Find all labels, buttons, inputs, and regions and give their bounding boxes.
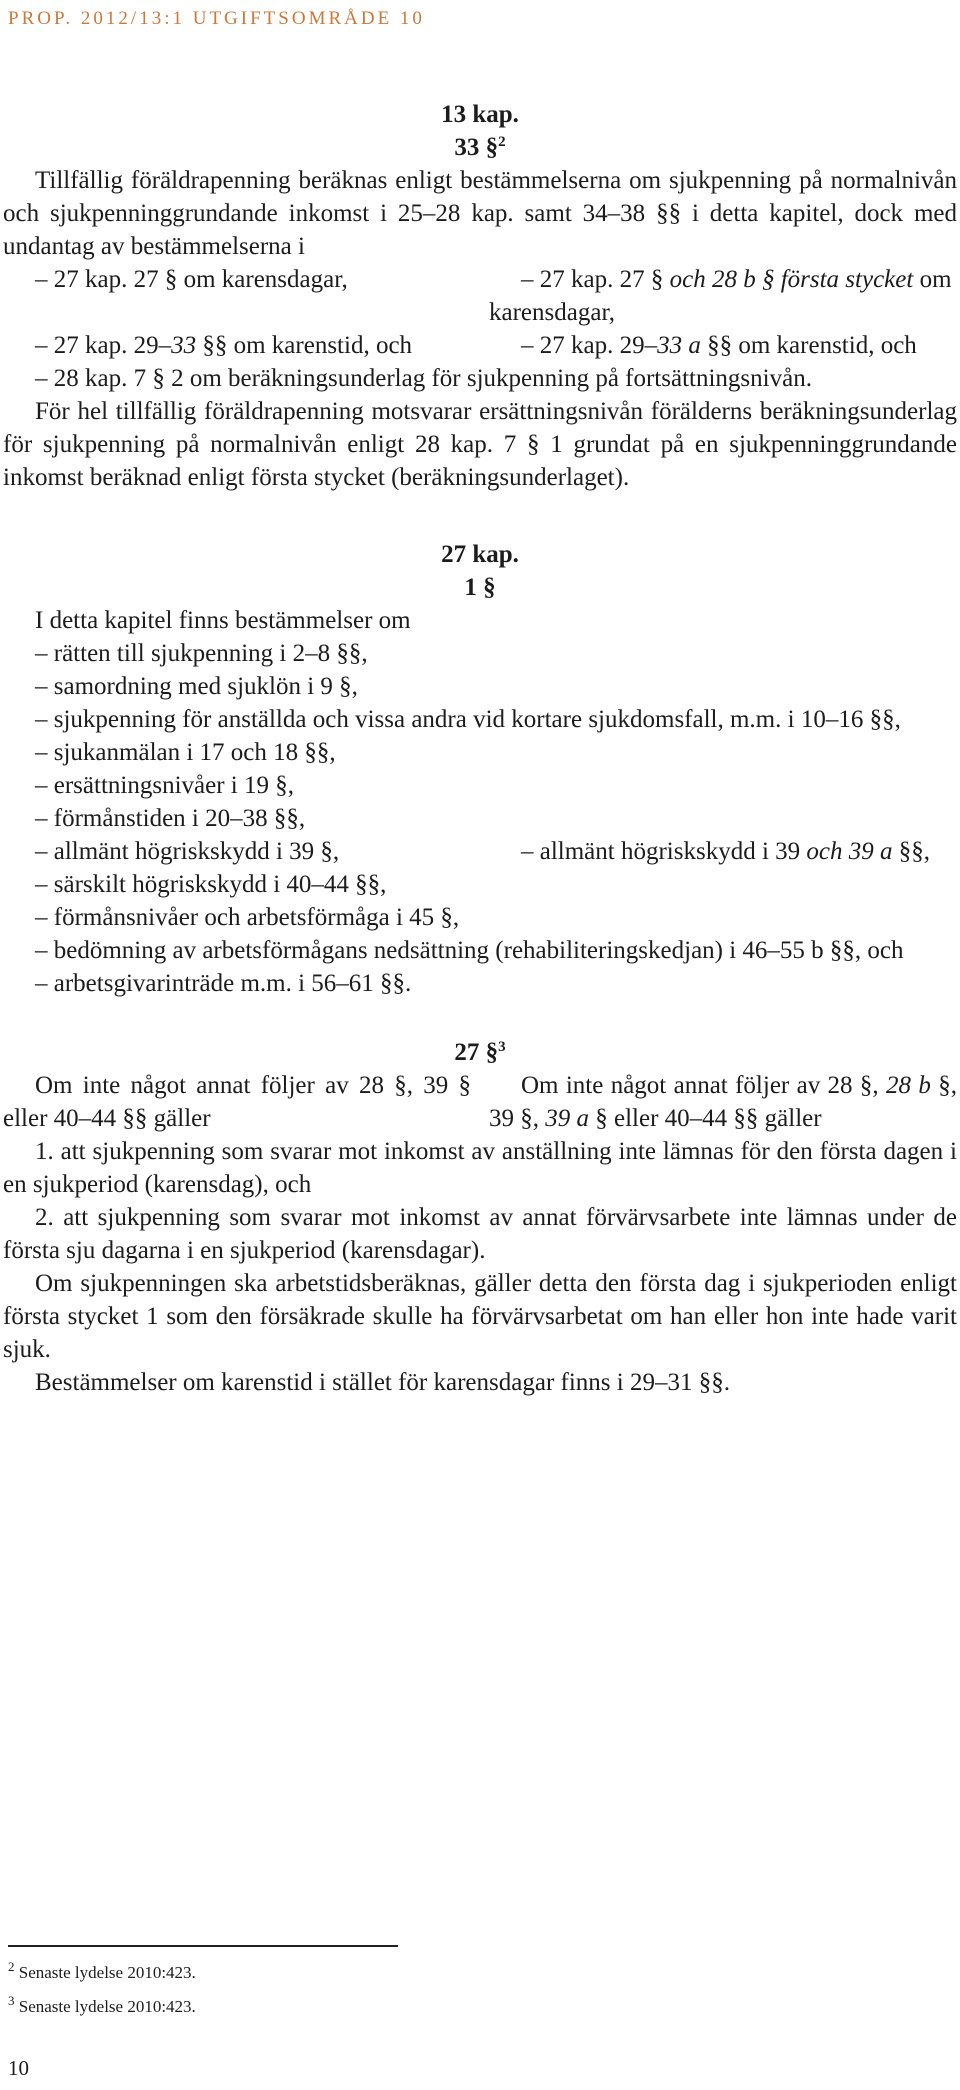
left-item-karenstid: – 27 kap. 29–33 §§ om karenstid, och: [35, 332, 413, 359]
list-item: – förmånsnivåer och arbetsförmåga i 45 §,: [35, 904, 460, 931]
left-text-27: Om inte något annat följer av 28 §, 39 § eller 40–44 §§ gäller: [3, 1072, 471, 1132]
kap27-list-2: [3, 868, 957, 1000]
kap13-intro: Tillfällig föräldrapenning beräknas enligt bestämmelserna om sjukpenning på normalnivån och sjukpenninggrundande inkomst i 25–28 kap. samt 34–38 §§ i detta kapitel, dock med undantag av bestämmelserna i: [3, 167, 957, 260]
right-item-karenstid: – 27 kap. 29–33 a §§ om karenstid, och: [521, 332, 917, 359]
section-33-heading: 33 §$^2$: [454, 134, 506, 161]
page-number: 10: [8, 2056, 29, 2080]
left-item-karensdagar: – 27 kap. 27 § om karensdagar,: [35, 266, 348, 293]
kap27-intro: I detta kapitel finns bestämmelser om: [35, 607, 411, 634]
footnote-2: $^2$ Senaste lydelse 2010:423.: [8, 1959, 196, 1982]
right-text-27: Om inte något annat följer av 28 §, 28 b §, 39 §, 39 a § eller 40–44 §§ gäller: [489, 1072, 957, 1132]
footnote-divider: [8, 1945, 398, 1947]
kap13-paragraph-2: För hel tillfällig föräldrapenning motsvarar ersättningsnivån förälderns beräkningsunderlag för sjukpenning på normalnivån enligt 28 kap. 7 § 1 grundat på en sjukpenninggrundande inkomst beräknad enligt första stycket (beräkningsunderlaget).: [3, 398, 957, 491]
footnote-ref-3: 3: [498, 1039, 506, 1055]
footnote-ref-2: 2: [498, 134, 506, 150]
list-item: – arbetsgivarinträde m.m. i 56–61 §§.: [35, 970, 412, 997]
list-item: – ersättningsnivåer i 19 §,: [35, 772, 294, 799]
running-header: PROP. 2012/13:1 UTGIFTSOMRÅDE 10: [8, 8, 425, 29]
paragraph-karenstid: Bestämmelser om karenstid i stället för karensdagar finns i 29–31 §§.: [35, 1369, 730, 1396]
section-1-heading: 1 §: [464, 574, 496, 601]
list-item: – samordning med sjuklön i 9 §,: [35, 673, 358, 700]
kap27-list: [3, 637, 957, 835]
footnote-3: $^3$ Senaste lydelse 2010:423.: [8, 1993, 196, 2016]
point-2: 2. att sjukpenning som svarar mot inkomst av annat förvärvsarbete inte lämnas under de första sju dagarna i en sjukperiod (karensdagar).: [3, 1204, 957, 1264]
comparison-row-2: [3, 329, 957, 362]
document-body: [3, 98, 957, 1399]
comparison-row-1: [3, 263, 957, 329]
right-item-hogriskskydd: – allmänt högriskskydd i 39 och 39 a §§,: [521, 838, 931, 865]
paragraph-arbetstid: Om sjukpenningen ska arbetstidsberäknas, gäller detta den första dag i sjukperioden enligt första stycket 1 som den försäkrade skulle ha förvärvsarbetat om han eller hon inte hade varit sjuk.: [3, 1270, 957, 1363]
list-item: – förmånstiden i 20–38 §§,: [35, 805, 306, 832]
right-item-karensdagar: – 27 kap. 27 § och 28 b § första stycket om karensdagar,: [489, 266, 952, 326]
point-1: 1. att sjukpenning som svarar mot inkomst av anställning inte lämnas för den första dagen i en sjukperiod (karensdag), och: [3, 1138, 957, 1198]
left-item-hogriskskydd: – allmänt högriskskydd i 39 §,: [35, 838, 340, 865]
list-item: – sjukpenning för anställda och vissa andra vid kortare sjukdomsfall, m.m. i 10–16 §§,: [35, 706, 901, 733]
list-item: – bedömning av arbetsförmågans nedsättning (rehabiliteringskedjan) i 46–55 b §§, och: [35, 937, 904, 964]
chapter-27-heading: 27 kap.: [441, 541, 519, 568]
list-item: – sjukanmälan i 17 och 18 §§,: [35, 739, 336, 766]
footnotes: [8, 1956, 196, 2024]
item-berakningsunderlag: – 28 kap. 7 § 2 om beräkningsunderlag för sjukpenning på fortsättningsnivån.: [35, 365, 812, 392]
comparison-row-27: [3, 1069, 957, 1135]
list-item: – särskilt högriskskydd i 40–44 §§,: [35, 871, 387, 898]
chapter-13-heading: 13 kap.: [441, 101, 519, 128]
section-27-heading: 27 §$^3$: [454, 1039, 506, 1066]
list-item: – rätten till sjukpenning i 2–8 §§,: [35, 640, 368, 667]
comparison-row-hogriskskydd: [3, 835, 957, 868]
